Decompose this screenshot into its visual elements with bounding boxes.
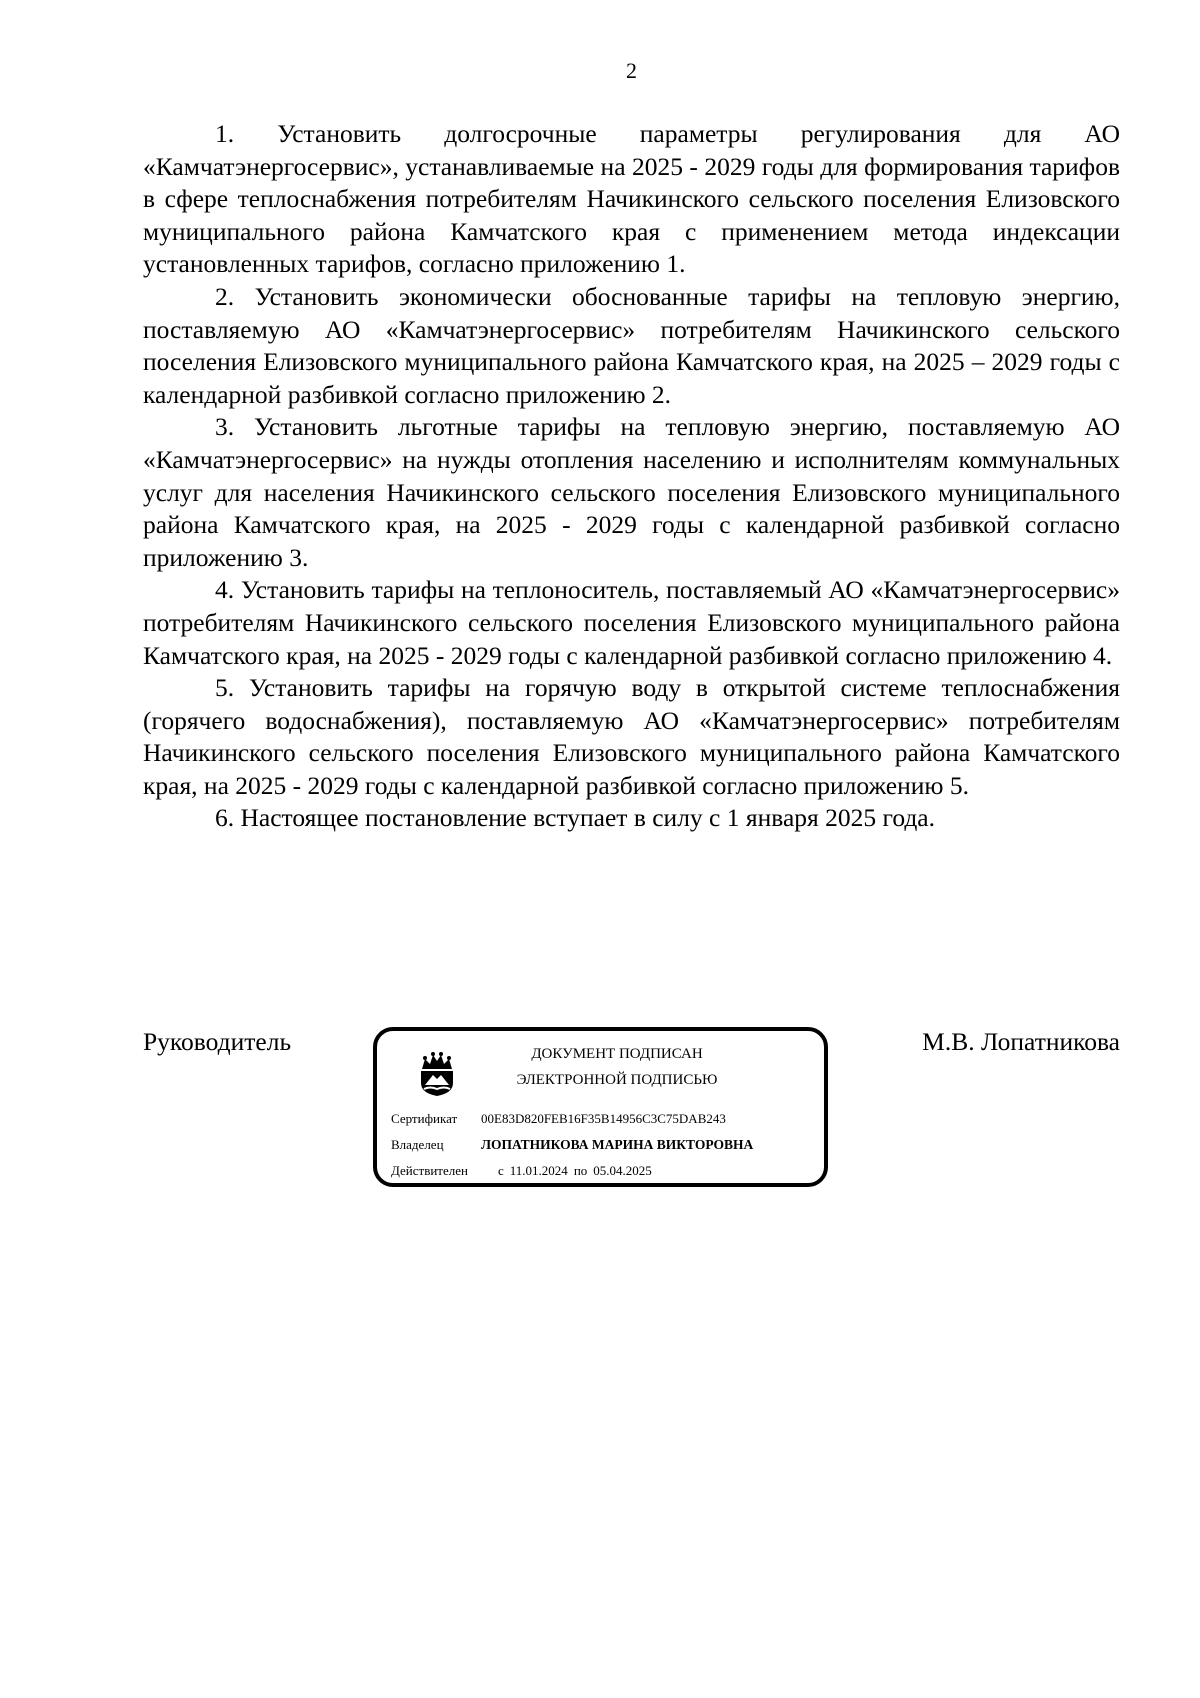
paragraph-1: 1. Установить долгосрочные параметры регулирования для АО «Камчатэнергосервис», устанавливаемые на 2025 - 2029 годы для формирования тарифов в сфере теплоснабжения потребителям Начикинского сельского поселения Елизовского муниципального района Камчатского края с применением метода индексации установленных тарифов, согласно приложению 1. xyxy=(143,119,1120,279)
electronic-signature-stamp xyxy=(373,1027,828,1187)
certificate-row xyxy=(391,1110,726,1128)
kamchatka-coat-of-arms-icon xyxy=(413,1049,461,1097)
certificate-value: 00E83D820FEB16F35B14956C3C75DAB243 xyxy=(481,1111,726,1126)
stamp-title xyxy=(477,1041,757,1093)
validity-label: Действителен xyxy=(391,1163,468,1178)
paragraph-6: 6. Настоящее постановление вступает в силу с 1 января 2025 года. xyxy=(215,803,936,833)
validity-row xyxy=(391,1162,652,1180)
signer-position: Руководитель xyxy=(143,1027,292,1056)
owner-row xyxy=(391,1136,753,1154)
validity-from-word: с xyxy=(498,1163,504,1178)
certificate-label: Сертификат xyxy=(391,1111,458,1126)
signer-name: М.В. Лопатникова xyxy=(922,1027,1120,1056)
stamp-title-line1: ДОКУМЕНТ ПОДПИСАН xyxy=(531,1046,703,1062)
validity-to-date: 05.04.2025 xyxy=(593,1163,652,1178)
owner-value: ЛОПАТНИКОВА МАРИНА ВИКТОРОВНА xyxy=(481,1137,754,1152)
document-body xyxy=(143,118,1120,835)
page-number: 2 xyxy=(626,58,637,83)
paragraph-2: 2. Установить экономически обоснованные тарифы на тепловую энергию, поставляемую АО «Камчатэнергосервис» потребителям Начикинского сельского поселения Елизовского муниципального района Камчатского края, на 2025 – 2029 годы с календарной разбивкой согласно приложению 2. xyxy=(143,281,1120,409)
paragraph-5: 5. Установить тарифы на горячую воду в открытой системе теплоснабжения (горячего водоснабжения), поставляемую АО «Камчатэнергосервис» потребителям Начикинского сельского поселения Елизовского муниципального района Камчатского края, на 2025 - 2029 годы с календарной разбивкой согласно приложению 5. xyxy=(143,673,1120,800)
paragraph-3: 3. Установить льготные тарифы на тепловую энергию, поставляемую АО «Камчатэнергосервис» на нужды отопления населению и исполнителям коммунальных услуг для населения Начикинского сельского поселения Елизовского муниципального района Камчатского края, на 2025 - 2029 годы с календарной разбивкой согласно приложению 3. xyxy=(143,412,1120,572)
paragraph-4: 4. Установить тарифы на теплоноситель, поставляемый АО «Камчатэнергосервис» потребителям Начикинского сельского поселения Елизовского муниципального района Камчатского края, на 2025 - 2029 годы с календарной разбивкой согласно приложению 4. xyxy=(143,575,1120,670)
owner-label: Владелец xyxy=(391,1137,444,1152)
stamp-title-line2: ЭЛЕКТРОННОЙ ПОДПИСЬЮ xyxy=(516,1072,718,1088)
validity-to-word: по xyxy=(573,1163,588,1178)
validity-from-date: 11.01.2024 xyxy=(509,1163,568,1178)
